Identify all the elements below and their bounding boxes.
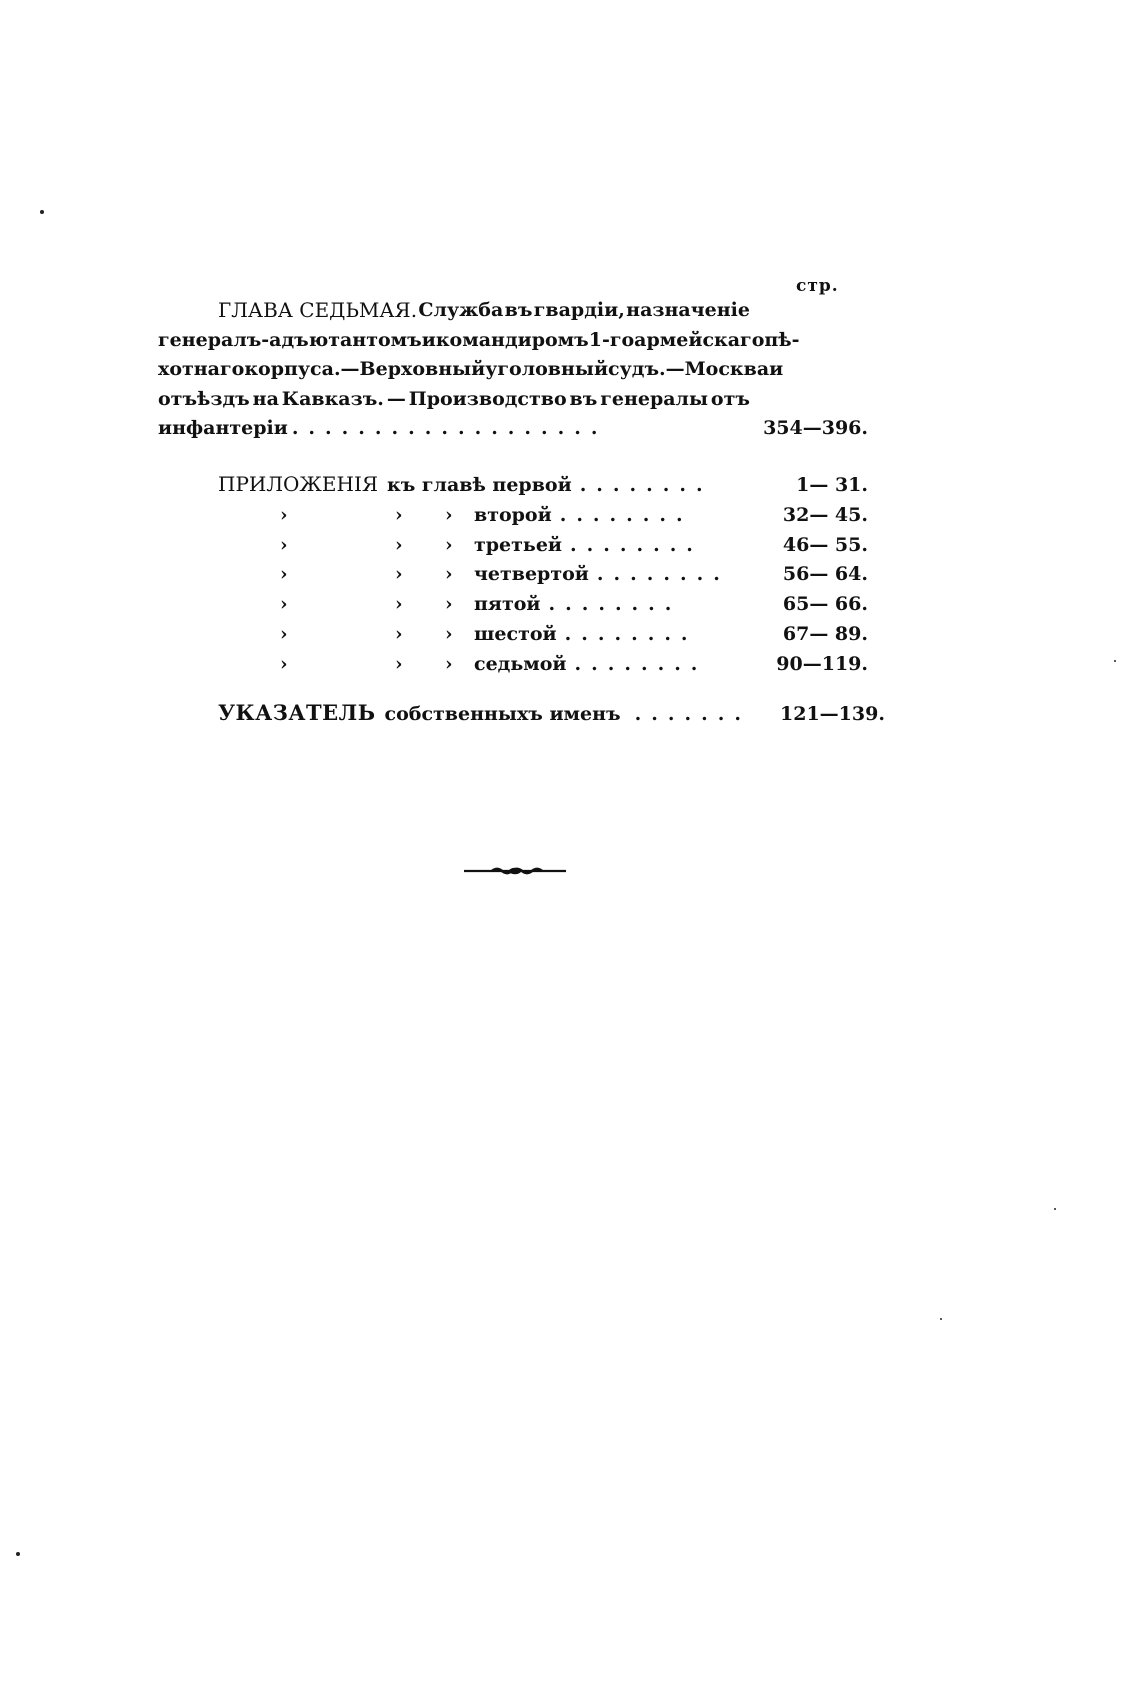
toc-word: и — [769, 358, 784, 380]
ditto-mark: › — [280, 533, 288, 556]
ditto-mark: › — [445, 593, 453, 616]
toc-word: назначеніе — [626, 299, 750, 321]
scan-speck — [1054, 1208, 1056, 1210]
toc-line — [158, 326, 800, 356]
toc-word: генералы — [600, 387, 708, 410]
page-range: 121—139. — [780, 703, 885, 725]
toc-line — [158, 355, 784, 385]
toc-word: отъѣздъ — [158, 387, 250, 410]
appendix-ordinal: шестой — [474, 622, 557, 645]
toc-row — [218, 590, 868, 620]
dot-leader: ................... — [291, 417, 608, 439]
toc-word: Служба — [418, 299, 504, 321]
page-range: 65— 66. — [782, 593, 868, 616]
ditto-mark: › — [445, 533, 453, 556]
dot-leader: ........ — [574, 652, 708, 675]
page-range: 1— 31. — [796, 474, 868, 496]
ditto-mark: › — [280, 503, 288, 526]
ditto-mark: › — [280, 652, 288, 675]
toc-word: генералъ-адъютантомъ — [158, 328, 422, 351]
page-range: 32— 45. — [782, 503, 868, 526]
ditto-mark: › — [395, 593, 403, 616]
dot-leader: ........ — [596, 563, 730, 586]
dot-leader: ........ — [559, 503, 693, 526]
dot-leader: ........ — [548, 593, 682, 616]
page-range: 56— 64. — [782, 563, 868, 586]
ditto-mark: › — [395, 503, 403, 526]
toc-word: отъ — [710, 387, 750, 410]
ditto-mark: › — [395, 533, 403, 556]
scan-speck — [40, 210, 44, 214]
toc-word: Производство — [408, 387, 567, 410]
chapter-heading: ГЛАВА СЕДЬМАЯ. — [218, 298, 418, 322]
dot-leader: ........ — [564, 622, 698, 645]
index-heading: УКАЗАТЕЛЬ — [218, 700, 376, 725]
toc-word: 1-го — [588, 328, 635, 351]
toc-word: въ — [569, 387, 598, 410]
ditto-mark: › — [445, 563, 453, 586]
ditto-mark: › — [280, 593, 288, 616]
ditto-mark: › — [445, 652, 453, 675]
toc-word: пѣ- — [764, 328, 800, 351]
ditto-mark: › — [445, 503, 453, 526]
appendix-ordinal: четвертой — [474, 563, 589, 586]
appendix-ordinal: третьей — [474, 533, 562, 556]
scan-speck — [16, 1552, 20, 1556]
dot-leader: ........ — [579, 474, 713, 496]
toc-word: командиромъ — [435, 328, 589, 351]
toc-word: на — [252, 387, 279, 410]
toc-row — [218, 650, 868, 680]
appendix-ordinal: второй — [474, 503, 552, 526]
toc-row — [218, 531, 868, 561]
scan-speck — [940, 1318, 942, 1320]
ditto-mark: › — [280, 563, 288, 586]
toc-line — [158, 296, 750, 326]
toc-word: и — [421, 328, 436, 351]
toc-word: Кавказъ. — [281, 387, 384, 410]
toc-word: въ — [504, 299, 533, 321]
ditto-mark: › — [395, 563, 403, 586]
page-range: 354—396. — [763, 417, 868, 439]
toc-word: — — [386, 387, 406, 410]
appendix-ordinal: пятой — [474, 593, 541, 616]
toc-word: судъ.—Москва — [608, 358, 770, 380]
index-subtitle: собственныхъ именъ — [384, 703, 621, 725]
toc-entry-chapter-seven — [158, 296, 868, 444]
dot-leader: ....... — [634, 703, 751, 725]
end-ornament-icon — [464, 866, 566, 876]
toc-appendices — [218, 470, 868, 680]
ditto-mark: › — [395, 652, 403, 675]
toc-row — [218, 560, 868, 590]
appendix-chapter-text: къ главѣ первой — [387, 474, 572, 496]
toc-row — [218, 470, 868, 501]
scan-speck — [1114, 660, 1116, 662]
page-range: 90—119. — [776, 652, 868, 675]
toc-line — [158, 385, 750, 415]
toc-word: корпуса.—Верховный — [244, 358, 486, 380]
toc-entry-index — [218, 700, 885, 725]
ditto-mark: › — [395, 622, 403, 645]
pages-column-label: стр. — [796, 276, 839, 296]
page-range: 67— 89. — [782, 622, 868, 645]
toc-word: инфантеріи — [158, 417, 288, 439]
dot-leader: ........ — [570, 533, 703, 556]
page-range: 46— 55. — [782, 533, 868, 556]
toc-line — [158, 414, 868, 444]
ditto-mark: › — [280, 622, 288, 645]
toc-word: армейскаго — [634, 328, 765, 351]
toc-row — [218, 501, 868, 531]
appendices-heading: ПРИЛОЖЕНІЯ — [218, 472, 378, 496]
toc-row — [218, 620, 868, 650]
toc-word: уголовный — [485, 358, 609, 380]
ditto-mark: › — [445, 622, 453, 645]
toc-word: гвардіи, — [533, 299, 625, 321]
toc-word: хотнаго — [158, 358, 245, 380]
appendix-ordinal: седьмой — [474, 652, 567, 675]
